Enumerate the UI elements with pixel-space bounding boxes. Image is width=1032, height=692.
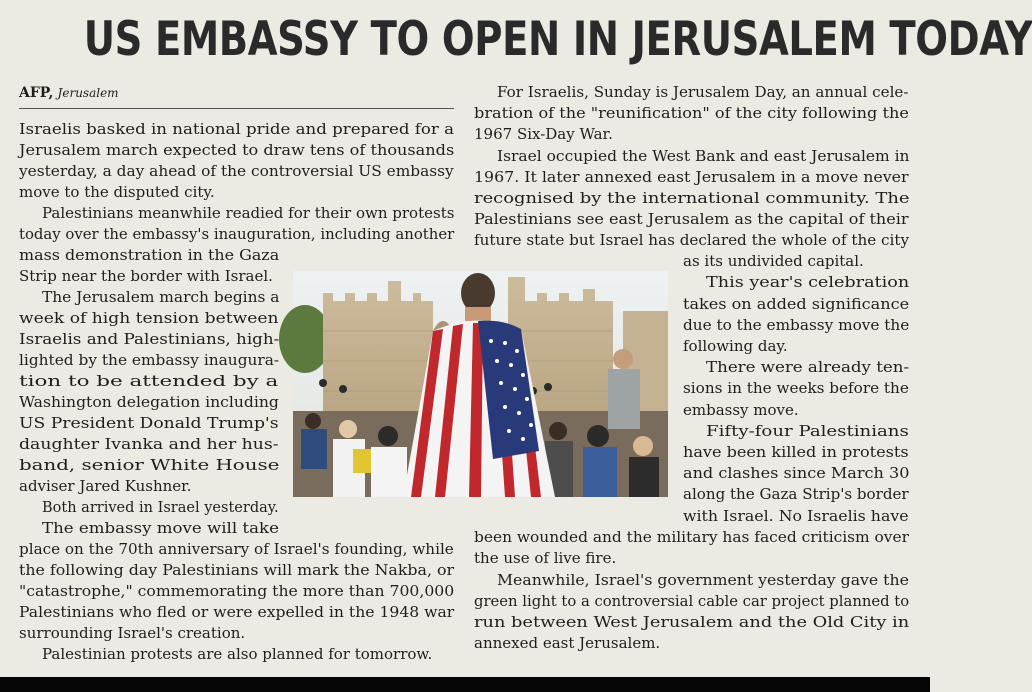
text-line: adviser Jared Kushner. <box>19 477 192 495</box>
text-line: Palestinians see east Jerusalem as the capital of their <box>474 210 909 228</box>
text-line: Strip near the border with Israel. <box>19 267 273 285</box>
footer-bar <box>0 677 930 692</box>
text-line: green light to a controversial cable car project planned to <box>474 592 910 610</box>
text-line: This year's celebration <box>706 273 910 291</box>
text-line: takes on added significance <box>683 295 910 313</box>
byline <box>19 85 119 101</box>
text-line: Palestinian protests are also planned for tomorrow. <box>42 645 433 663</box>
text-line: tion to be attended by a <box>19 372 279 390</box>
news-photo <box>293 271 668 497</box>
text-line: sions in the weeks before the <box>683 379 909 397</box>
text-line: There were already ten- <box>706 358 910 376</box>
text-line: Meanwhile, Israel's government yesterday gave the <box>497 571 909 589</box>
text-line: the following day Palestinians will mark the Nakba, or <box>19 561 455 579</box>
text-line: Israel occupied the West Bank and east Jerusalem in <box>497 147 910 165</box>
text-line: run between West Jerusalem and the Old City in <box>474 613 910 631</box>
text-line: "catastrophe," commemorating the more than 700,000 <box>19 582 455 600</box>
text-line: Palestinians meanwhile readied for their own protests <box>42 204 455 222</box>
text-line: week of high tension between <box>19 309 279 327</box>
text-line: and clashes since March 30 <box>683 464 910 482</box>
text-line: the use of live fire. <box>474 549 617 567</box>
text-line: Palestinians who fled or were expelled in the 1948 war <box>19 603 455 621</box>
text-line: as its undivided capital. <box>683 252 864 270</box>
byline-rule <box>19 108 454 109</box>
text-line: been wounded and the military has faced criticism over <box>474 528 909 546</box>
text-line: band, senior White House <box>19 456 280 474</box>
text-line: due to the embassy move the <box>683 316 910 334</box>
text-line: Israelis and Palestinians, high- <box>19 330 280 348</box>
byline-place: Jerusalem <box>57 86 119 100</box>
text-line: For Israelis, Sunday is Jerusalem Day, an annual cele- <box>497 83 909 101</box>
text-line: 1967. It later annexed east Jerusalem in a move never <box>474 168 909 186</box>
text-line: surrounding Israel's creation. <box>19 624 246 642</box>
text-line: annexed east Jerusalem. <box>474 634 661 652</box>
text-line: along the Gaza Strip's border <box>683 485 909 503</box>
text-line: daughter Ivanka and her hus- <box>19 435 279 453</box>
text-line: embassy move. <box>683 401 799 419</box>
text-line: place on the 70th anniversary of Israel's founding, while <box>19 540 454 558</box>
text-line: mass demonstration in the Gaza <box>19 246 280 264</box>
text-line: US President Donald Trump's <box>19 414 279 432</box>
text-line: have been killed in protests <box>683 443 909 461</box>
text-line: move to the disputed city. <box>19 183 215 201</box>
text-line: Washington delegation including <box>19 393 279 411</box>
text-line: with Israel. No Israelis have <box>683 507 909 525</box>
text-line: Fifty-four Palestinians <box>706 422 909 440</box>
text-line: Jerusalem march expected to draw tens of thousands <box>19 141 455 159</box>
text-line: following day. <box>683 337 788 355</box>
text-line: The embassy move will take <box>42 519 279 537</box>
text-line: lighted by the embassy inaugura- <box>19 351 280 369</box>
text-line: Israelis basked in national pride and prepared for a <box>19 120 454 138</box>
wall-left <box>323 281 433 421</box>
text-line: yesterday, a day ahead of the controversial US embassy <box>19 162 454 180</box>
byline-agency: AFP, <box>19 85 54 101</box>
text-line: future state but Israel has declared the whole of the city <box>474 231 910 249</box>
text-line: recognised by the international community. The <box>474 189 910 207</box>
text-line: The Jerusalem march begins a <box>42 288 280 306</box>
text-line: Both arrived in Israel yesterday. <box>42 498 279 516</box>
text-line: today over the embassy's inauguration, including another <box>19 225 455 243</box>
text-line: bration of the "reunification" of the city following the <box>474 104 909 122</box>
headline: US EMBASSY TO OPEN IN JERUSALEM TODAY <box>83 12 1032 67</box>
text-line: 1967 Six-Day War. <box>474 125 613 143</box>
